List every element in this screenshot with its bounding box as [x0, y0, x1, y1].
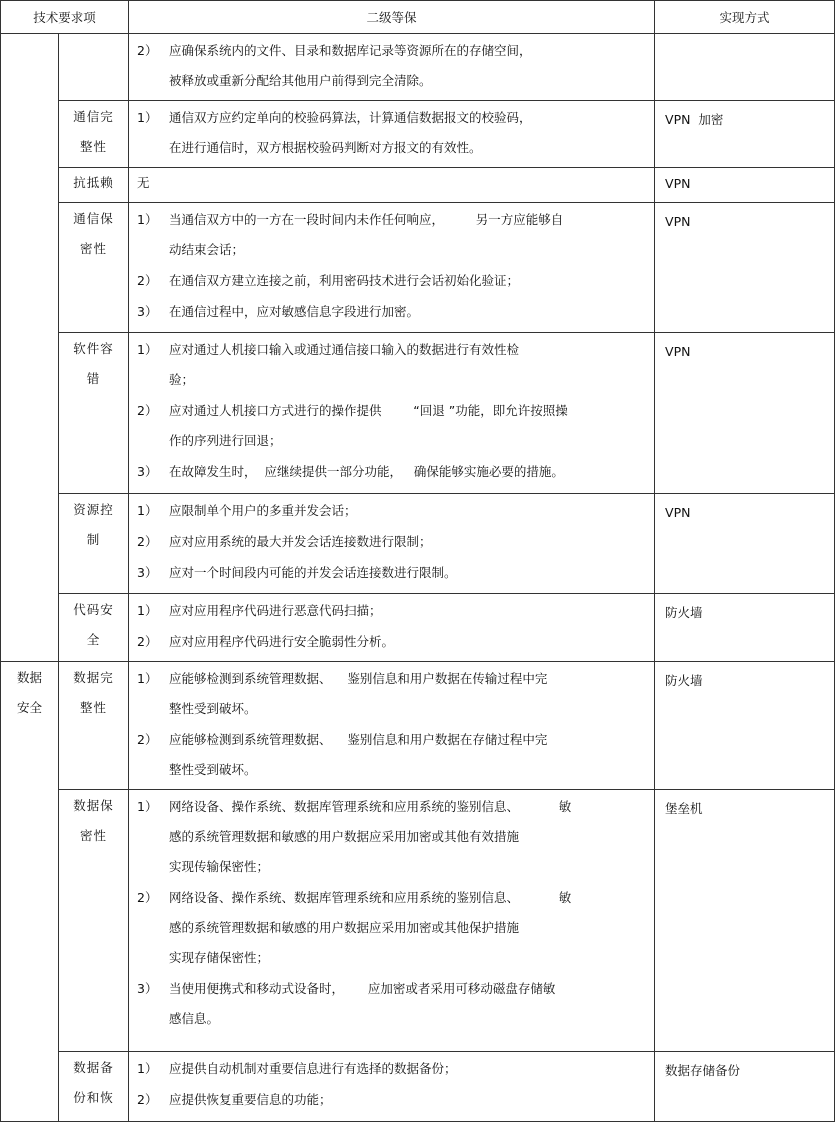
item-text: 应对应用程序代码进行恶意代码扫描； — [169, 603, 382, 618]
item-number: 2） — [137, 403, 158, 418]
list-item — [137, 596, 648, 626]
item-number: 1） — [137, 603, 158, 618]
list-item — [137, 527, 648, 557]
item-text: 应限制单个用户的多重并发会话； — [169, 503, 357, 518]
item-number: 1） — [137, 110, 158, 125]
implementation-cell: 防火墙 — [655, 662, 835, 790]
item-text: 当通信双方中的一方在一段时间内未作任何响应， 另一方应能够自 动结束会话； — [169, 212, 564, 257]
list-item — [137, 883, 648, 973]
sub-item-cell: 通信保 密性 — [59, 203, 129, 333]
list-item — [137, 457, 648, 487]
table-row — [1, 662, 835, 790]
list-item — [137, 103, 648, 163]
table-row — [1, 168, 835, 203]
sub-item-cell: 数据保 密性 — [59, 790, 129, 1052]
list-item — [137, 558, 648, 588]
item-text: 应能够检测到系统管理数据、 鉴别信息和用户数据在存储过程中完 整性受到破坏。 — [169, 732, 548, 777]
item-number: 1） — [137, 799, 158, 814]
sub-item-cell: 资源控 制 — [59, 494, 129, 594]
item-number: 2） — [137, 634, 158, 649]
category-cell — [1, 34, 59, 662]
table-row — [1, 101, 835, 168]
implementation-cell: VPN 加密 — [655, 101, 835, 168]
list-item — [137, 725, 648, 785]
list-item — [137, 496, 648, 526]
requirement-cell — [129, 101, 655, 168]
item-text: 通信双方应约定单向的校验码算法，计算通信数据报文的校验码， 在进行通信时，双方根据校验码判断对方报文的有效性。 — [169, 110, 532, 155]
item-number: 3） — [137, 304, 158, 319]
item-text: 应提供恢复重要信息的功能； — [169, 1092, 332, 1107]
list-item — [137, 627, 648, 657]
item-text: 应对一个时间段内可能的并发会话连接数进行限制。 — [169, 565, 457, 580]
item-text: 应确保系统内的文件、目录和数据库记录等资源所在的存储空间， 被释放或重新分配给其他用户前得到完全清除。 — [169, 43, 532, 88]
requirement-cell — [129, 333, 655, 494]
sub-item-cell: 数据完 整性 — [59, 662, 129, 790]
item-number: 2） — [137, 534, 158, 549]
implementation-cell: VPN — [655, 168, 835, 203]
requirement-cell — [129, 494, 655, 594]
list-item — [137, 36, 648, 96]
item-text: 网络设备、操作系统、数据库管理系统和应用系统的鉴别信息、 敏 感的系统管理数据和敏感的用户数据应采用加密或其他有效措施 实现传输保密性； — [169, 799, 572, 874]
item-number: 3） — [137, 464, 158, 479]
item-number: 2） — [137, 273, 158, 288]
table-body — [1, 34, 835, 1122]
item-number: 1） — [137, 342, 158, 357]
item-text: 在故障发生时， 应继续提供一部分功能， 确保能够实施必要的措施。 — [169, 464, 564, 479]
sub-item-cell — [59, 34, 129, 101]
requirement-cell — [129, 168, 655, 203]
item-text: 网络设备、操作系统、数据库管理系统和应用系统的鉴别信息、 敏 感的系统管理数据和敏感的用户数据应采用加密或其他保护措施 实现存储保密性； — [169, 890, 572, 965]
header-implementation: 实现方式 — [655, 1, 835, 34]
table-row — [1, 333, 835, 494]
requirement-cell — [129, 1052, 655, 1122]
requirement-cell — [129, 594, 655, 662]
item-number: 2） — [137, 43, 158, 58]
requirement-text: 无 — [137, 175, 150, 190]
list-item — [137, 1054, 648, 1084]
list-item — [137, 266, 648, 296]
item-text: 在通信双方建立连接之前，利用密码技术进行会话初始化验证； — [169, 273, 520, 288]
header-requirement-item: 技术要求项 — [1, 1, 129, 34]
implementation-cell: 防火墙 — [655, 594, 835, 662]
table-row — [1, 203, 835, 333]
table-row — [1, 790, 835, 1052]
item-text: 当使用便携式和移动式设备时， 应加密或者采用可移动磁盘存储敏 感信息。 — [169, 981, 556, 1026]
sub-item-cell: 抗抵赖 — [59, 168, 129, 203]
item-text: 应对应用系统的最大并发会话连接数进行限制； — [169, 534, 432, 549]
item-number: 1） — [137, 671, 158, 686]
list-item — [137, 205, 648, 265]
item-text: 应提供自动机制对重要信息进行有选择的数据备份； — [169, 1061, 457, 1076]
sub-item-cell: 软件容 错 — [59, 333, 129, 494]
implementation-cell: VPN — [655, 494, 835, 594]
requirement-cell — [129, 203, 655, 333]
table-row — [1, 594, 835, 662]
requirement-cell — [129, 34, 655, 101]
category-cell: 数据 安全 — [1, 662, 59, 1122]
item-text: 应对通过人机接口方式进行的操作提供 “回退 ”功能，即允许按照操 作的序列进行回退； — [169, 403, 568, 448]
item-text: 应对通过人机接口输入或通过通信接口输入的数据进行有效性检 验； — [169, 342, 520, 387]
implementation-cell — [655, 34, 835, 101]
table-header-row — [1, 1, 835, 34]
list-item — [137, 664, 648, 724]
item-number: 1） — [137, 503, 158, 518]
implementation-cell: VPN — [655, 203, 835, 333]
item-number: 3） — [137, 565, 158, 580]
item-text: 应能够检测到系统管理数据、 鉴别信息和用户数据在传输过程中完 整性受到破坏。 — [169, 671, 548, 716]
sub-item-cell: 代码安 全 — [59, 594, 129, 662]
implementation-cell: 堡垒机 — [655, 790, 835, 1052]
list-item — [137, 335, 648, 395]
item-number: 1） — [137, 1061, 158, 1076]
item-text: 在通信过程中，应对敏感信息字段进行加密。 — [169, 304, 420, 319]
list-item — [137, 1085, 648, 1115]
sub-item-cell: 数据备 份和恢 — [59, 1052, 129, 1122]
item-number: 3） — [137, 981, 158, 996]
list-item — [137, 974, 648, 1034]
list-item — [137, 297, 648, 327]
item-number: 1） — [137, 212, 158, 227]
table-row — [1, 34, 835, 101]
implementation-cell: VPN — [655, 333, 835, 494]
list-item — [137, 792, 648, 882]
table-row — [1, 494, 835, 594]
item-number: 2） — [137, 890, 158, 905]
table-row — [1, 1052, 835, 1122]
item-text: 应对应用程序代码进行安全脆弱性分析。 — [169, 634, 395, 649]
item-number: 2） — [137, 732, 158, 747]
list-item — [137, 396, 648, 456]
sub-item-cell: 通信完 整性 — [59, 101, 129, 168]
requirement-cell — [129, 790, 655, 1052]
requirement-cell — [129, 662, 655, 790]
implementation-cell: 数据存储备份 — [655, 1052, 835, 1122]
item-number: 2） — [137, 1092, 158, 1107]
header-level-two: 二级等保 — [129, 1, 655, 34]
